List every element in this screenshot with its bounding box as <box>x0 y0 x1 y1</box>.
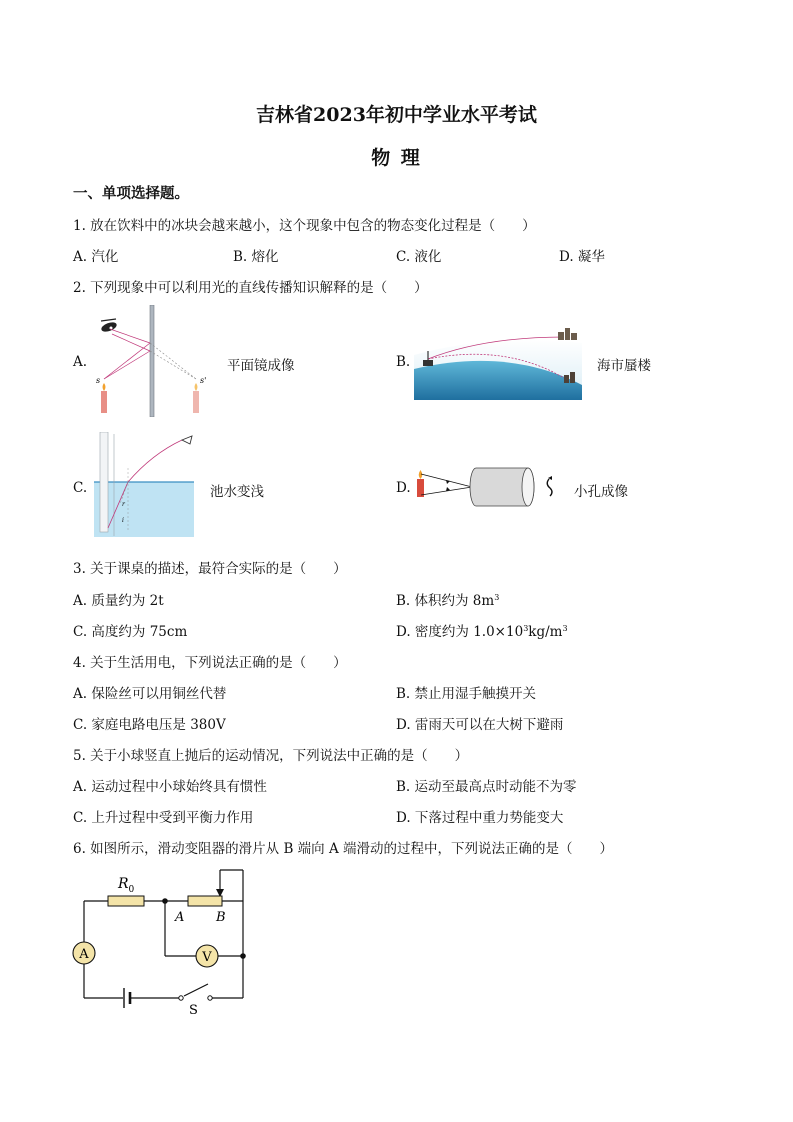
rheostat <box>188 896 222 906</box>
question-3-option-d-text: D. 密度约为 1.0×10 <box>396 624 524 640</box>
ammeter-label: A <box>79 947 89 962</box>
question-1-option-a: A. 汽化 <box>73 249 119 265</box>
section-heading: 一、单项选择题。 <box>73 185 189 202</box>
question-1-option-b: B. 熔化 <box>233 249 279 265</box>
question-5-option-d: D. 下落过程中重力势能变大 <box>396 810 564 826</box>
plane-mirror-figure <box>92 305 212 417</box>
pool-figure <box>94 432 200 540</box>
exam-subject: 物 理 <box>371 147 422 169</box>
question-2-option-a: A. <box>73 354 88 370</box>
question-3-stem: 3. 关于课桌的描述，最符合实际的是（ ） <box>73 561 347 577</box>
voltmeter-label: V <box>202 950 212 965</box>
terminal-a-label: A <box>175 910 185 925</box>
question-2-option-c-caption: 池水变浅 <box>210 484 264 500</box>
eye-icon <box>100 319 118 333</box>
question-1-option-d: D. 凝华 <box>559 249 605 265</box>
question-3-option-b-sup: 3 <box>494 593 500 602</box>
question-2-option-c: C. <box>73 480 88 496</box>
question-3-option-d-sup: 3 <box>523 624 529 633</box>
question-4-option-a: A. 保险丝可以用铜丝代替 <box>73 686 227 702</box>
eye-icon <box>182 436 192 444</box>
pinhole-figure <box>412 462 572 510</box>
switch-label: S <box>189 1003 198 1018</box>
question-4-option-d: D. 雷雨天可以在大树下避雨 <box>396 717 564 733</box>
question-2-option-a-caption: 平面镜成像 <box>227 358 295 374</box>
question-3-option-a: A. 质量约为 2t <box>73 593 164 609</box>
question-3-option-d-sup2: 3 <box>562 624 568 633</box>
question-4-option-c: C. 家庭电路电压是 380V <box>73 717 226 733</box>
r0-letter: R <box>118 876 129 892</box>
battery-icon <box>124 988 130 1008</box>
question-5-option-c: C. 上升过程中受到平衡力作用 <box>73 810 254 826</box>
question-3-option-c: C. 高度约为 75cm <box>73 624 188 640</box>
question-2-option-b-caption: 海市蜃楼 <box>597 358 651 374</box>
question-5-option-b: B. 运动至最高点时动能不为零 <box>396 779 577 795</box>
r0-subscript: 0 <box>128 885 135 895</box>
ammeter <box>73 942 95 964</box>
question-3-option-d-unit: kg/m <box>528 624 563 640</box>
candle-s-image <box>193 383 199 413</box>
label-r: r <box>122 501 125 508</box>
question-4-stem: 4. 关于生活用电，下列说法正确的是（ ） <box>73 655 347 671</box>
question-3-option-b-text: B. 体积约为 8m <box>396 593 495 609</box>
question-1-stem: 1. 放在饮料中的冰块会越来越小，这个现象中包含的物态变化过程是（ ） <box>73 218 536 234</box>
label-i: i <box>122 517 124 524</box>
inverted-image-icon <box>547 476 552 496</box>
question-2-stem: 2. 下列现象中可以利用光的直线传播知识解释的是（ ） <box>73 280 428 296</box>
candle-s <box>101 383 107 413</box>
candle <box>417 470 424 497</box>
question-4-option-b: B. 禁止用湿手触摸开关 <box>396 686 537 702</box>
label-s: s <box>96 376 101 385</box>
exam-title: 吉林省2023年初中学业水平考试 <box>256 104 537 126</box>
question-5-stem: 5. 关于小球竖直上抛后的运动情况，下列说法中正确的是（ ） <box>73 748 469 764</box>
question-2-option-d-caption: 小孔成像 <box>574 484 628 500</box>
terminal-b-label: B <box>216 910 226 925</box>
resistor-r0 <box>108 896 144 906</box>
mirror <box>150 305 154 417</box>
question-1-option-c: C. 液化 <box>396 249 442 265</box>
r0-label <box>117 876 135 895</box>
circuit-diagram <box>70 868 260 1018</box>
voltmeter <box>196 945 218 967</box>
stick <box>100 432 108 532</box>
label-s-prime: s' <box>200 376 207 385</box>
question-2-option-d: D. <box>396 480 411 496</box>
question-5-option-a: A. 运动过程中小球始终具有惯性 <box>73 779 267 795</box>
question-2-option-b: B. <box>396 354 411 370</box>
question-3-option-d <box>396 620 568 640</box>
mirage-figure <box>414 325 584 400</box>
question-6-stem: 6. 如图所示，滑动变阻器的滑片从 B 端向 A 端滑动的过程中，下列说法正确的是（ ） <box>73 841 614 857</box>
question-3-option-b <box>396 589 499 609</box>
mirage-city <box>558 328 577 340</box>
